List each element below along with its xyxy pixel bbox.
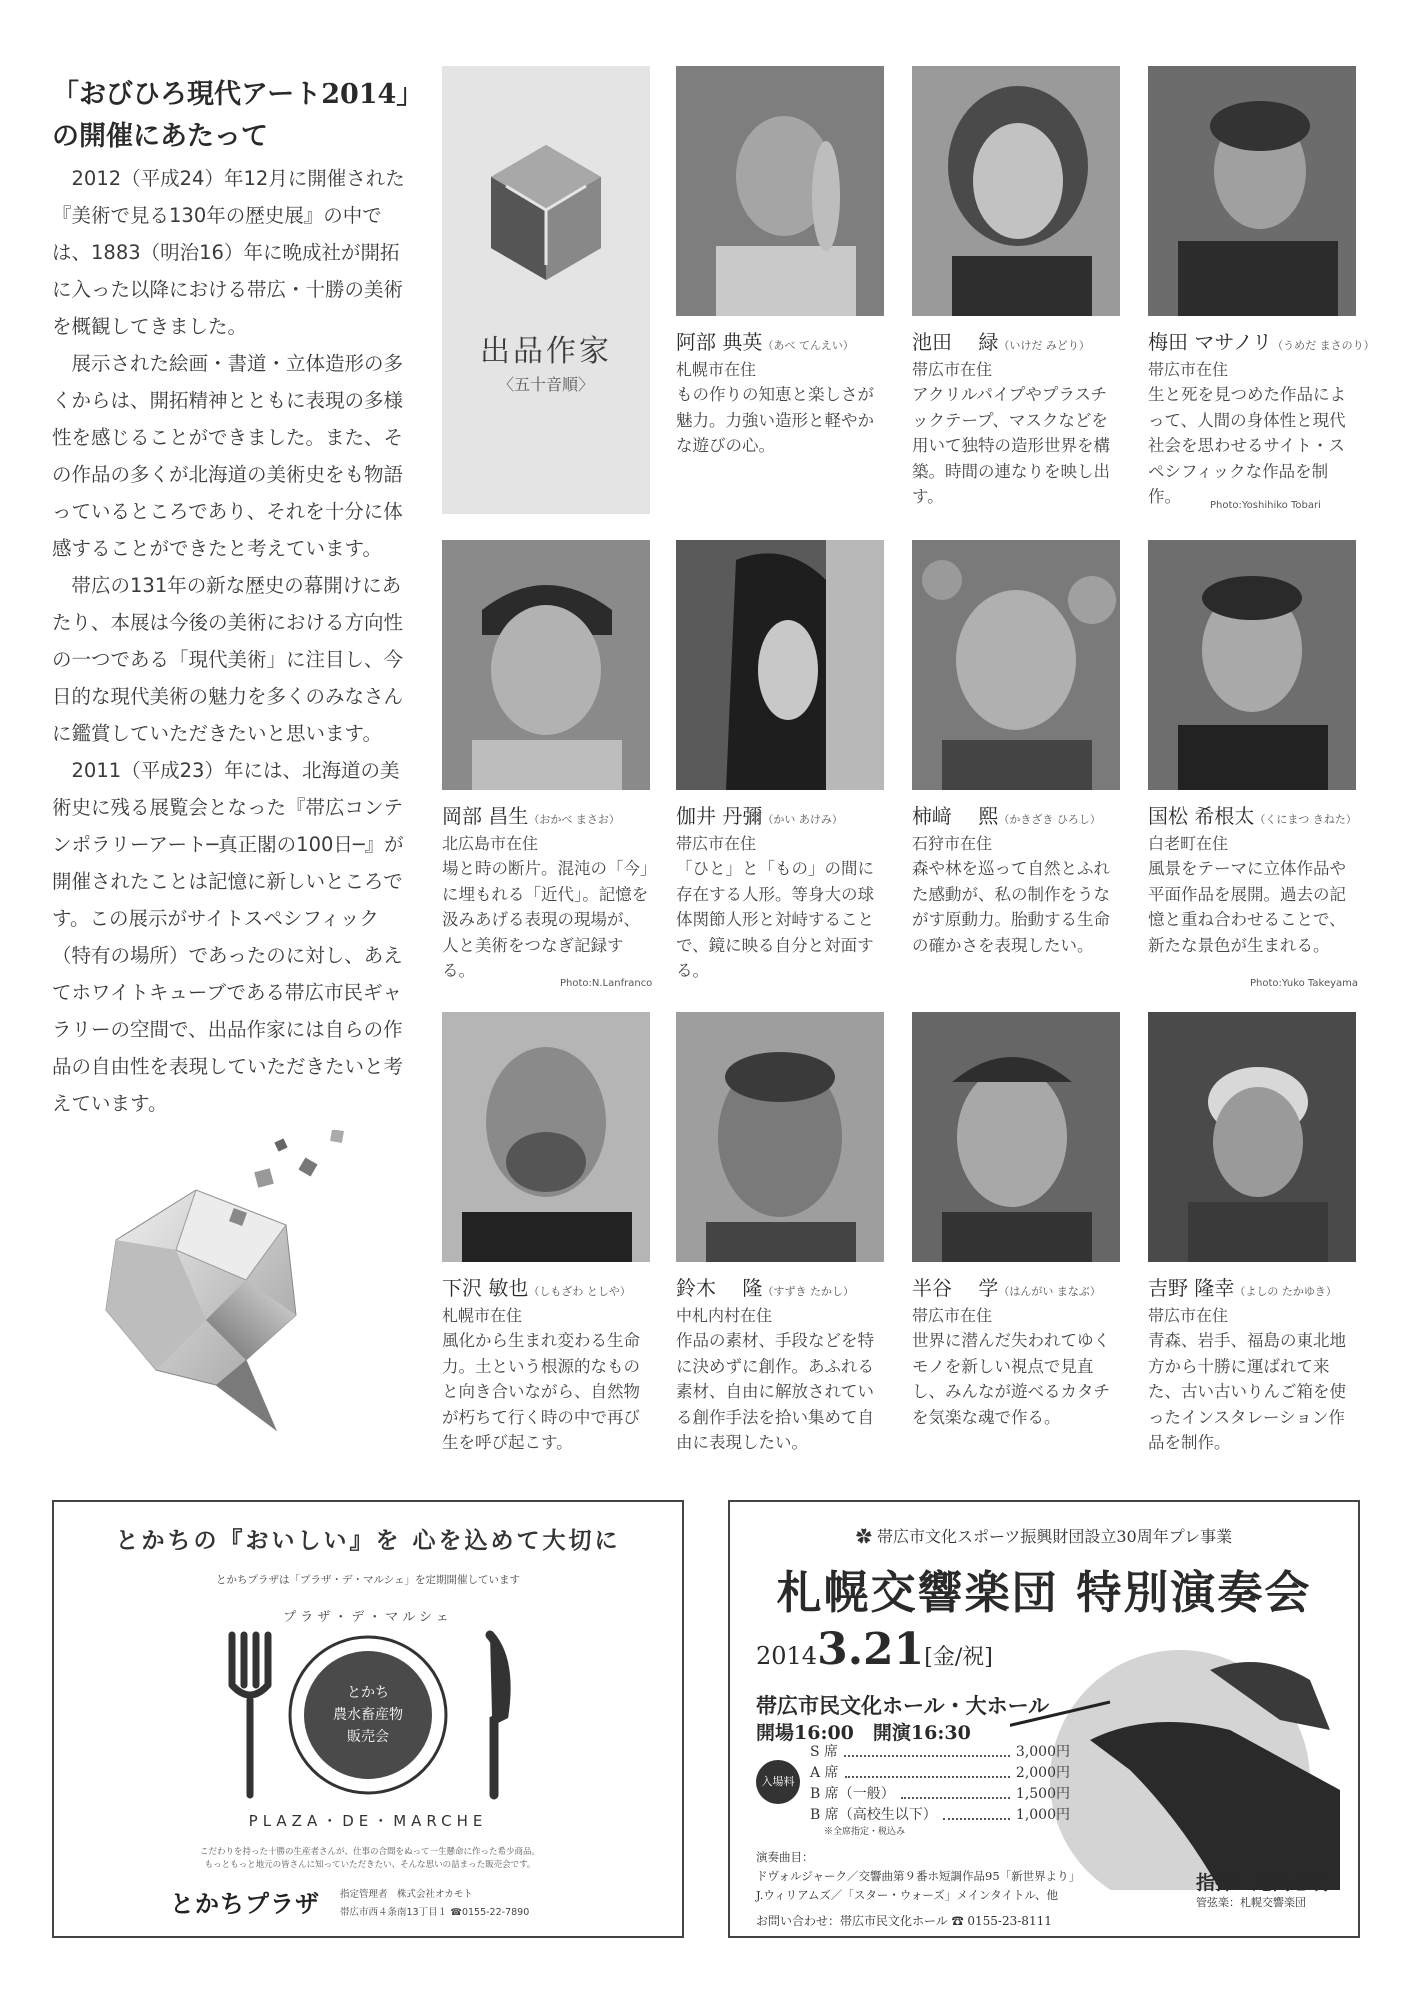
artist-description: 「ひと」と「もの」の間に存在する人形。等身大の球体関節人形と対峙することで、鏡に映る自分と対面する。	[676, 859, 874, 980]
concert-title: 札幌交響楽団 特別演奏会	[776, 1566, 1312, 1619]
artist-description: 生と死を見つめた作品によって、人間の身体性と現代社会を思わせるサイト・スペシフィックな作品を制作。	[1148, 385, 1346, 506]
intro-title: 「おびひろ現代アート2014」の開催にあたって	[52, 79, 424, 152]
price-row: B 席（一般） 1,500円	[810, 1786, 1070, 1802]
artist-photo	[912, 540, 1120, 790]
marche-circle-line: 販売会	[347, 1729, 389, 1745]
price-row: B 席（高校生以下） 1,000円	[810, 1807, 1070, 1823]
artist-name: 阿部 典英（あべ てんえい）	[676, 330, 854, 354]
marche-kana-title: プラザ・デ・マルシェ	[283, 1610, 453, 1625]
intro-paragraph: 2012（平成24）年12月に開催された『美術で見る130年の歴史展』の中では、1883（明治16）年に晩成社が開拓に入った以降における帯広・十勝の美術を概観してきました。	[52, 167, 405, 338]
price-note: ※全席指定・税込み	[824, 1827, 906, 1837]
artist-residence: 帯広市在住	[1148, 1306, 1229, 1325]
artist-name: 半谷 学（はんがい まなぶ）	[912, 1276, 1101, 1300]
cube-logo-icon	[486, 140, 606, 290]
artist-residence: 石狩市在住	[912, 834, 993, 853]
artist-photo	[676, 540, 884, 790]
artist-list-title: 出品作家	[480, 334, 612, 369]
price-row: S 席 3,000円	[810, 1744, 1070, 1760]
artist-residence: 帯広市在住	[912, 360, 993, 379]
artist-photo	[912, 66, 1120, 316]
intro-paragraph: 帯広の131年の新な歴史の幕開けにあたり、本展は今後の美術における方向性の一つである「現代美術」に注目し、今日的な現代美術の魅力を多くのみなさんに鑑賞していただきたいと思います。	[52, 574, 404, 745]
artist-description: 青森、岩手、福島の東北地方から十勝に運ばれて来た、古い古いりんご箱を使ったインスタレーション作品を制作。	[1148, 1331, 1346, 1452]
concert-date	[756, 1624, 993, 1675]
cube-fragment-illustration	[96, 1130, 396, 1450]
concert-program	[756, 1848, 1080, 1905]
marche-manager: 指定管理者 株式会社オカモト	[340, 1889, 473, 1900]
artist-photo	[442, 1012, 650, 1262]
marche-circle-line: 農水畜産物	[333, 1707, 403, 1723]
artist-photo	[912, 1012, 1120, 1262]
artist-description: もの作りの知恵と楽しさが魅力。力強い造形と軽やかな遊びの心。	[676, 385, 874, 455]
concert-orchestra: 管弦楽：札幌交響楽団	[1196, 1896, 1306, 1909]
artist-name: 梅田 マサノリ（うめだ まさのり）	[1148, 330, 1375, 354]
artist-list-label-box	[442, 66, 650, 514]
artist-residence: 中札内村在住	[676, 1306, 773, 1325]
marche-headline: とかちの『おいしい』を 心を込めて大切に	[115, 1527, 621, 1554]
artist-photo	[676, 66, 884, 316]
photo-credit: Photo:Yuko Takeyama	[1250, 978, 1359, 989]
artist-residence: 帯広市在住	[676, 834, 757, 853]
concert-date-weekday: [金/祝]	[924, 1645, 993, 1670]
artist-photo	[1148, 1012, 1356, 1262]
artist-name: 岡部 昌生（おかべ まさお）	[442, 804, 620, 828]
artist-residence: 札幌市在住	[676, 360, 757, 379]
artist-description: 場と時の断片。混沌の「今」に埋もれる「近代」。記憶を汲みあげる表現の現場が、人と美術をつなぎ記録する。	[442, 859, 649, 980]
marche-circle-text	[333, 1682, 403, 1748]
marche-circle-line: とかち	[347, 1685, 389, 1701]
artist-description: 風化から生まれ変わる生命力。土という根源的なものと向き合いながら、自然物が朽ちて行く時の中で再び生を呼び起こす。	[442, 1331, 640, 1452]
marche-address: 帯広市西４条南13丁目１ ☎0155-22-7890	[340, 1907, 530, 1918]
artist-photo	[442, 540, 650, 790]
concert-date-day: 3.21	[817, 1624, 925, 1675]
photo-credit: Photo:Yoshihiko Tobari	[1210, 500, 1321, 511]
concert-date-year: 2014	[756, 1642, 818, 1670]
artist-photo	[1148, 66, 1356, 316]
artist-list-subtitle: 〈五十音順〉	[497, 375, 594, 394]
concert-pre-title: ✿ 帯広市文化スポーツ振興財団設立30周年プレ事業	[855, 1527, 1233, 1546]
marche-note	[90, 1846, 650, 1872]
artist-description: 作品の素材、手段などを特に決めずに創作。あふれる素材、自由に解放されている創作手法を拾い集めて自由に表現したい。	[676, 1331, 874, 1452]
price-row: A 席 2,000円	[810, 1765, 1070, 1781]
artist-description: 世界に潜んだ失われてゆくモノを新しい視点で見直し、みんなが遊べるカタチを気楽な魂で作る。	[912, 1331, 1110, 1427]
artist-name: 下沢 敏也（しもざわ としや）	[442, 1276, 631, 1300]
artist-name: 吉野 隆幸（よしの たかゆき）	[1148, 1276, 1337, 1300]
artist-name: 国松 希根太（くにまつ きねた）	[1148, 804, 1357, 828]
program-line: J.ウィリアムズ／「スター・ウォーズ」メインタイトル、他	[756, 1888, 1058, 1902]
artist-residence: 帯広市在住	[912, 1306, 993, 1325]
concert-pre-title-text: 帯広市文化スポーツ振興財団設立30周年プレ事業	[877, 1527, 1233, 1546]
intro-paragraph: 展示された絵画・書道・立体造形の多くからは、開拓精神とともに表現の多様性を感じることができました。また、その作品の多くが北海道の美術史をも物語っているところであり、それを十分に体感することができたと考えています。	[52, 352, 404, 560]
price-list	[810, 1742, 1070, 1839]
concert-conductor: 指揮：尾高忠明	[1196, 1872, 1330, 1894]
marche-latin-title: PLAZA・DE・MARCHE	[248, 1812, 488, 1830]
concert-times: 開場16:00 開演16:30	[756, 1722, 971, 1744]
artist-residence: 札幌市在住	[442, 1306, 523, 1325]
artist-description: 風景をテーマに立体作品や平面作品を展開。過去の記憶と重ね合わせることで、新たな景色が生まれる。	[1148, 859, 1346, 955]
intro-body	[52, 160, 410, 1122]
artist-residence: 白老町在住	[1148, 834, 1229, 853]
intro-paragraph: 2011（平成23）年には、北海道の美術史に残る展覧会となった『帯広コンテンポラリーアート─真正閣の100日─』が開催されたことは記憶に新しいところです。この展示がサイトスペシフィック（特有の場所）であったのに対し、あえてホワイトキューブである帯広市民ギャラリーの空間で、出品作家には自らの作品の自由性を表現していただきたいと考えています。	[52, 759, 404, 1115]
artist-name: 池田 緑（いけだ みどり）	[912, 330, 1090, 354]
fee-label-badge: 入場料	[756, 1760, 800, 1804]
photo-credit: Photo:N.Lanfranco	[560, 978, 653, 989]
artist-residence: 帯広市在住	[1148, 360, 1229, 379]
concert-venue: 帯広市民文化ホール・大ホール	[756, 1693, 1050, 1718]
artist-description: アクリルパイプやプラスチックテープ、マスクなどを用いて独特の造形世界を構築。時間の連なりを映し出す。	[912, 385, 1110, 506]
tokachi-plaza-logo: とかちプラザ	[170, 1890, 320, 1918]
artist-photo	[1148, 540, 1356, 790]
artist-description: 森や林を巡って自然とふれた感動が、私の制作をうながす原動力。胎動する生命の確かさを表現したい。	[912, 859, 1110, 955]
concert-contact: お問い合わせ：帯広市民文化ホール ☎ 0155-23-8111	[756, 1914, 1052, 1928]
marche-subtext: とかちプラザは「プラザ・デ・マルシェ」を定期開催しています	[215, 1574, 521, 1586]
artist-name: 柿﨑 熙（かきざき ひろし）	[912, 804, 1101, 828]
program-label: 演奏曲目：	[756, 1850, 814, 1864]
marche-note-line: こだわりを持った十勝の生産者さんが、仕事の合間をぬって一生懸命に作った希少商品。	[199, 1847, 540, 1857]
artist-name: 伽井 丹彌（かい あけみ）	[676, 804, 843, 828]
artist-photo	[676, 1012, 884, 1262]
artist-name: 鈴木 隆（すずき たかし）	[676, 1276, 854, 1300]
artist-residence: 北広島市在住	[442, 834, 539, 853]
program-line: ドヴォルジャーク／交響曲第９番ホ短調作品95「新世界より」	[756, 1869, 1081, 1883]
marche-note-line: もっともっと地元の皆さんに知っていただきたい、そんな思いの詰まった販売会です。	[204, 1860, 536, 1870]
